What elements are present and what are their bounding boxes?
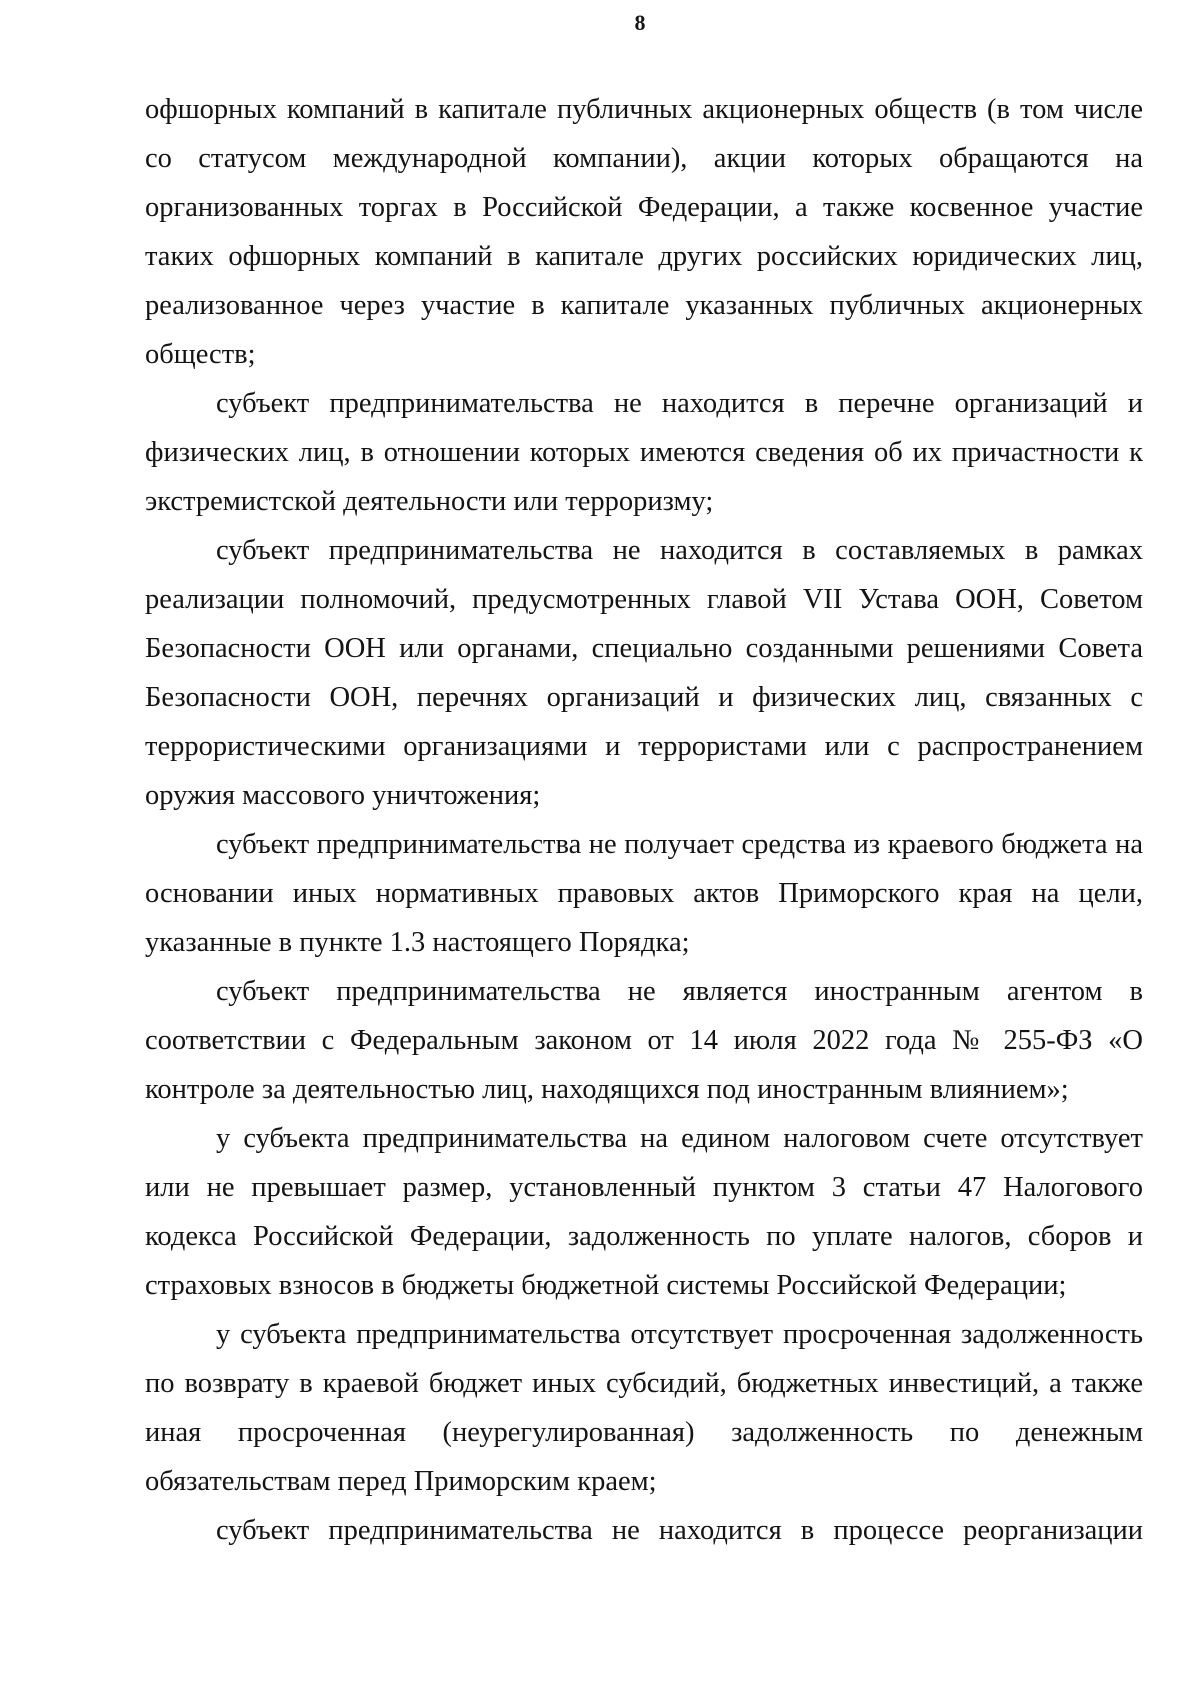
paragraph-offshore-participation: офшорных компаний в капитале публичных акционерных обществ (в том числе со статусом международной компании), акции которых обращаются на организованных торгах в Российской Федерации, а также косвенное участие таких офшорных компаний в капитале других российских юридических лиц, реализованное через участие в капитале указанных публичных акционерных обществ; — [145, 94, 1143, 370]
paragraph-no-regional-budget-funds: субъект предпринимательства не получает средства из краевого бюджета на основании иных нормативных правовых актов Приморского края на цели, указанные в пункте 1.3 настоящего Порядка; — [145, 829, 1143, 958]
paragraph-un-sanctions-list: субъект предпринимательства не находится в составляемых в рамках реализации полномочий, предусмотренных главой VII Устава ООН, Советом Безопасности ООН или органами, специально созданными решениями Совета Безопасности ООН, перечнях организаций и физических лиц, связанных с террористическими организациями и террористами или с распространением оружия массового уничтожения; — [145, 535, 1143, 811]
paragraph-extremism-list: субъект предпринимательства не находится в перечне организаций и физических лиц, в отношении которых имеются сведения об их причастности к экстремистской деятельности или терроризму; — [145, 388, 1143, 517]
page-number: 8 — [634, 10, 646, 35]
paragraph-overdue-debt: у субъекта предпринимательства отсутствует просроченная задолженность по возврату в краевой бюджет иных субсидий, бюджетных инвестиций, а также иная просроченная (неурегулированная) задолженность по денежным обязательствам перед Приморским краем; — [145, 1319, 1143, 1497]
paragraph-foreign-agent: субъект предпринимательства не является иностранным агентом в соответствии с Федеральным законом от 14 июля 2022 года № 255-ФЗ «О контроле за деятельностью лиц, находящихся под иностранным влиянием»; — [145, 976, 1143, 1105]
document-body — [145, 85, 1143, 1555]
paragraph-tax-debt: у субъекта предпринимательства на едином налоговом счете отсутствует или не превышает размер, установленный пунктом 3 статьи 47 Налогового кодекса Российской Федерации, задолженность по уплате налогов, сборов и страховых взносов в бюджеты бюджетной системы Российской Федерации; — [145, 1123, 1143, 1301]
paragraph-reorganization: субъект предпринимательства не находится в процессе реорганизации — [216, 1515, 1143, 1546]
